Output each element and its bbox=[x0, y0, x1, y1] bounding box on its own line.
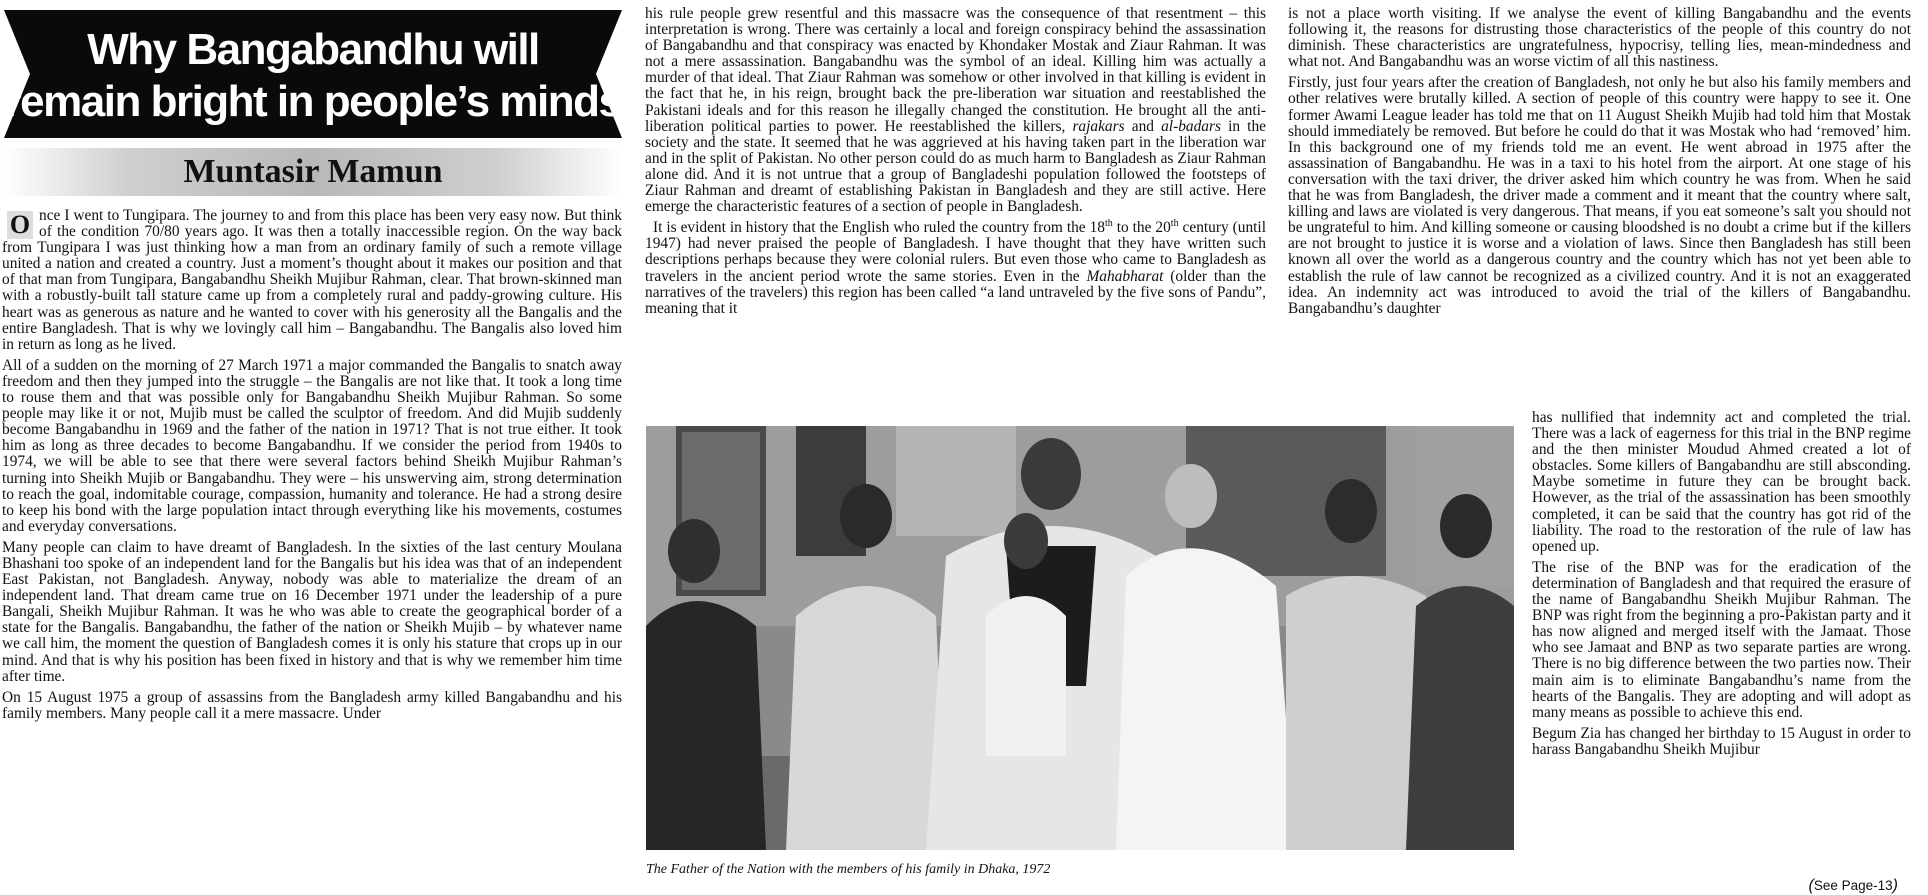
column-2 bbox=[645, 6, 1266, 317]
family-photo bbox=[646, 426, 1514, 850]
paragraph-7: is not a place worth visiting. If we analyse the event of killing Bangabandhu and the events following it, the reasons for distrusting those characteristics of the people of this country do not diminish. These characteristics are ungratefulness, hypocrisy, telling lies, mean-mindedness and what not. And Bangabandhu was an worse victim of all this nastiness. bbox=[1288, 5, 1911, 71]
family-photo-illustration bbox=[646, 426, 1514, 850]
photo-caption: The Father of the Nation with the members of his family in Dhaka, 1972 bbox=[646, 862, 1051, 877]
headline-line-1: Why Bangabandhu will bbox=[87, 25, 539, 74]
paragraph-2: All of a sudden on the morning of 27 March 1971 a major commanded the Bangalis to snatch away freedom and then they jumped into the struggle – the Bangalis are not like that. It took a long time to rouse them and that was possible only for Bangabandhu Sheikh Mujibur Rahman. So some people may like it or not, Mujib must be called the sculptor of freedom. And did Mujib suddenly become Bangabandhu in 1969 and the father of the nation in 1971? That is not true either. It took him as long as three decades to become Bangabandhu. If we consider the period from 1940s to 1974, we will be able to see that there were several factors behind Sheikh Mujibur Rahman’s turning into Sheikh Mujib or Bangabandhu. They were – his unswerving aim, strong determination to reach the goal, indomitable courage, compassion, humanity and tolerance. He had a strong desire to keep his bond with the large population intact through everything like his movements, costumes and everyday conversations. bbox=[2, 356, 622, 535]
paragraph-8-continued: has nullified that indemnity act and completed the trial. There was a lack of eagerness for this trial in the BNP regime and the then minister Moudud Ahmed created a lot of obstacles. Some killers of Bangabandhu are still absconding. Maybe sometime in future they can be brought back. However, as the trial of the assassination has been smoothly completed, it can be said that the country has got rid of the liability. The road to the restoration of the rule of law has opened up. bbox=[1532, 409, 1911, 555]
author-byline: Muntasir Mamun bbox=[4, 148, 622, 196]
drop-cap: O bbox=[7, 211, 33, 239]
paragraph-5: his rule people grew resentful and this massacre was the consequence of that resentment – this interpretation is wrong. There was certainly a local and foreign conspiracy behind the assassination of Bangabandhu and that conspiracy was enacted by Khondaker Mostak and Ziaur Rahman. It was not a mere assassination. Bangabandhu was the symbol of an ideal. Killing him was actually a murder of that ideal. That Ziaur Rahman was somehow or other involved in that killing is evident in the fact that he, in his reign, brought back the pre-liberation war situation and reestablished the Pakistani ideals and for this reason he illegally changed the constitution. He brought all the anti-liberation political parties to power. He reestablished the killers, rajakars and al-badars in the society and the state. It seemed that he was aggrieved at his having taken part in the liberation war and in the split of Pakistan. No other person could do as much harm to Bangladesh as Ziaur Rahman alone did. And it is not untrue that a group of Bangladeshi population followed the footsteps of Ziaur Rahman and dreamt of establishing Pakistan in Bangladesh and they are still active. Here emerge the characteristic features of a section of people in Bangladesh. bbox=[645, 5, 1266, 216]
paragraph-3: Many people can claim to have dreamt of Bangladesh. In the sixties of the last century Moulana Bhashani too spoke of an independent land for the Bangalis but his idea was that of an independent East Pakistan, not Bangladesh. Anyway, nobody was able to materialize the dream of an independent land. That dream came true on 16 December 1971 under the leadership of a pure Bangali, Sheikh Mujibur Rahman. It was he who was able to create the geographical border of a state for the Bangalis. Bangabandhu, the father of the nation or Sheikh Mujib – by whatever name we call him, the moment the question of Bangladesh comes it is only his stature that crops up in our mind. And that is why his position has been fixed in history and that is why we remember him time after time. bbox=[2, 538, 622, 685]
column-3 bbox=[1288, 6, 1911, 317]
paragraph-1 bbox=[2, 208, 622, 353]
continuation-link[interactable]: See Page-13 bbox=[1813, 878, 1893, 893]
headline bbox=[4, 24, 622, 128]
headline-banner bbox=[4, 10, 622, 138]
paragraph-6: It is evident in history that the English who ruled the country from the 18th to the 20th century (until 1947) had never praised the people of Bangladesh. I have thought that they have written such descriptions perhaps because they were colonial rulers. But even those who came to Bangladesh as travelers in the ancient period wrote the same stories. Even in the Mahabharat (older than the narratives of the travelers) this region has been called “a land untraveled by the five sons of Pandu”, meaning that it bbox=[645, 218, 1267, 317]
headline-line-2: remain bright in people’s minds bbox=[4, 77, 622, 126]
paragraph-1-text: nce I went to Tungipara. The journey to and from this place has been very easy now. But think of the condition 70/80 years ago. It was then a totally inaccessible region. On the way back from Tungipara I was just thinking how a man from an ordinary family of such a remote village united a nation and created a country. Just a moment’s thought about it makes our position and that of that man from Tungipara, Bangabandhu Sheikh Mujibur Rahman, clear. That brown-skinned man with a robustly-built tall stature came up from a completely rural and paddy-growing culture. His heart was as generous as nature and he wanted to cover with his generosity all the Bangalis and the entire Bangladesh. That is why we lovingly call him – Bangabandhu. The Bangalis also loved him in return as long as he lived. bbox=[2, 207, 622, 353]
column-3-lower bbox=[1532, 410, 1911, 758]
paragraph-9: The rise of the BNP was for the eradication of the determination of Bangladesh and that required the erasure of the name of Bangabandhu Sheikh Mujibur Rahman. The BNP was right from the beginning a pro-Pakistan party and it has now aligned and merged itself with the Jamaat. Those who see Jamaat and BNP as two separate parties are wrong. There is no big difference between the two parties now. Their main aim is to eliminate Bangabandhu’s name from the hearts of the Bangalis. They are adopting and will adopt as many means as possible to achieve this end. bbox=[1532, 558, 1911, 721]
continuation-note: (See Page-13) bbox=[1808, 877, 1898, 894]
paragraph-8: Firstly, just four years after the creation of Bangladesh, not only he but also his family members and other relatives were brutally killed. A section of people of this country were happy to see it. One former Awami League leader has told me that on 11 August Sheikh Mujib had told him that Mostak should immediately be removed. But before he could do that it was Mostak who had ‘removed’ him. In this background one of my friends told me an event. He went abroad in 1975 after the assassination of Bangabandhu. He was in a taxi to his hotel from the airport. At one stage of his conversation with the taxi driver, the driver asked him which country he was from. When he said that he was from Bangladesh, the driver made a comment and it meant that the country where salt, killing and laws are violated is very dangerous. That means, if you eat someone’s salt you should not be ungrateful to him. And killing someone or causing bloodshed is no doubt a crime but if the killers are not brought to justice it is worse and a violation of laws. Since then Bangladesh has still been known all over the world as a dangerous country and the country which has not yet been able to establish the rule of law cannot be recognized as a civilized country. And it is not an exaggerated idea. An indemnity act was introduced to avoid the trial of the killers of Bangabandhu. Bangabandhu’s daughter bbox=[1288, 74, 1911, 317]
paragraph-10: Begum Zia has changed her birthday to 15 August in order to harass Bangabandhu Sheikh Mujibur bbox=[1532, 724, 1911, 758]
paragraph-4: On 15 August 1975 a group of assassins from the Bangladesh army killed Bangabandhu and his family members. Many people call it a mere massacre. Under bbox=[2, 688, 622, 722]
column-1 bbox=[2, 208, 622, 722]
